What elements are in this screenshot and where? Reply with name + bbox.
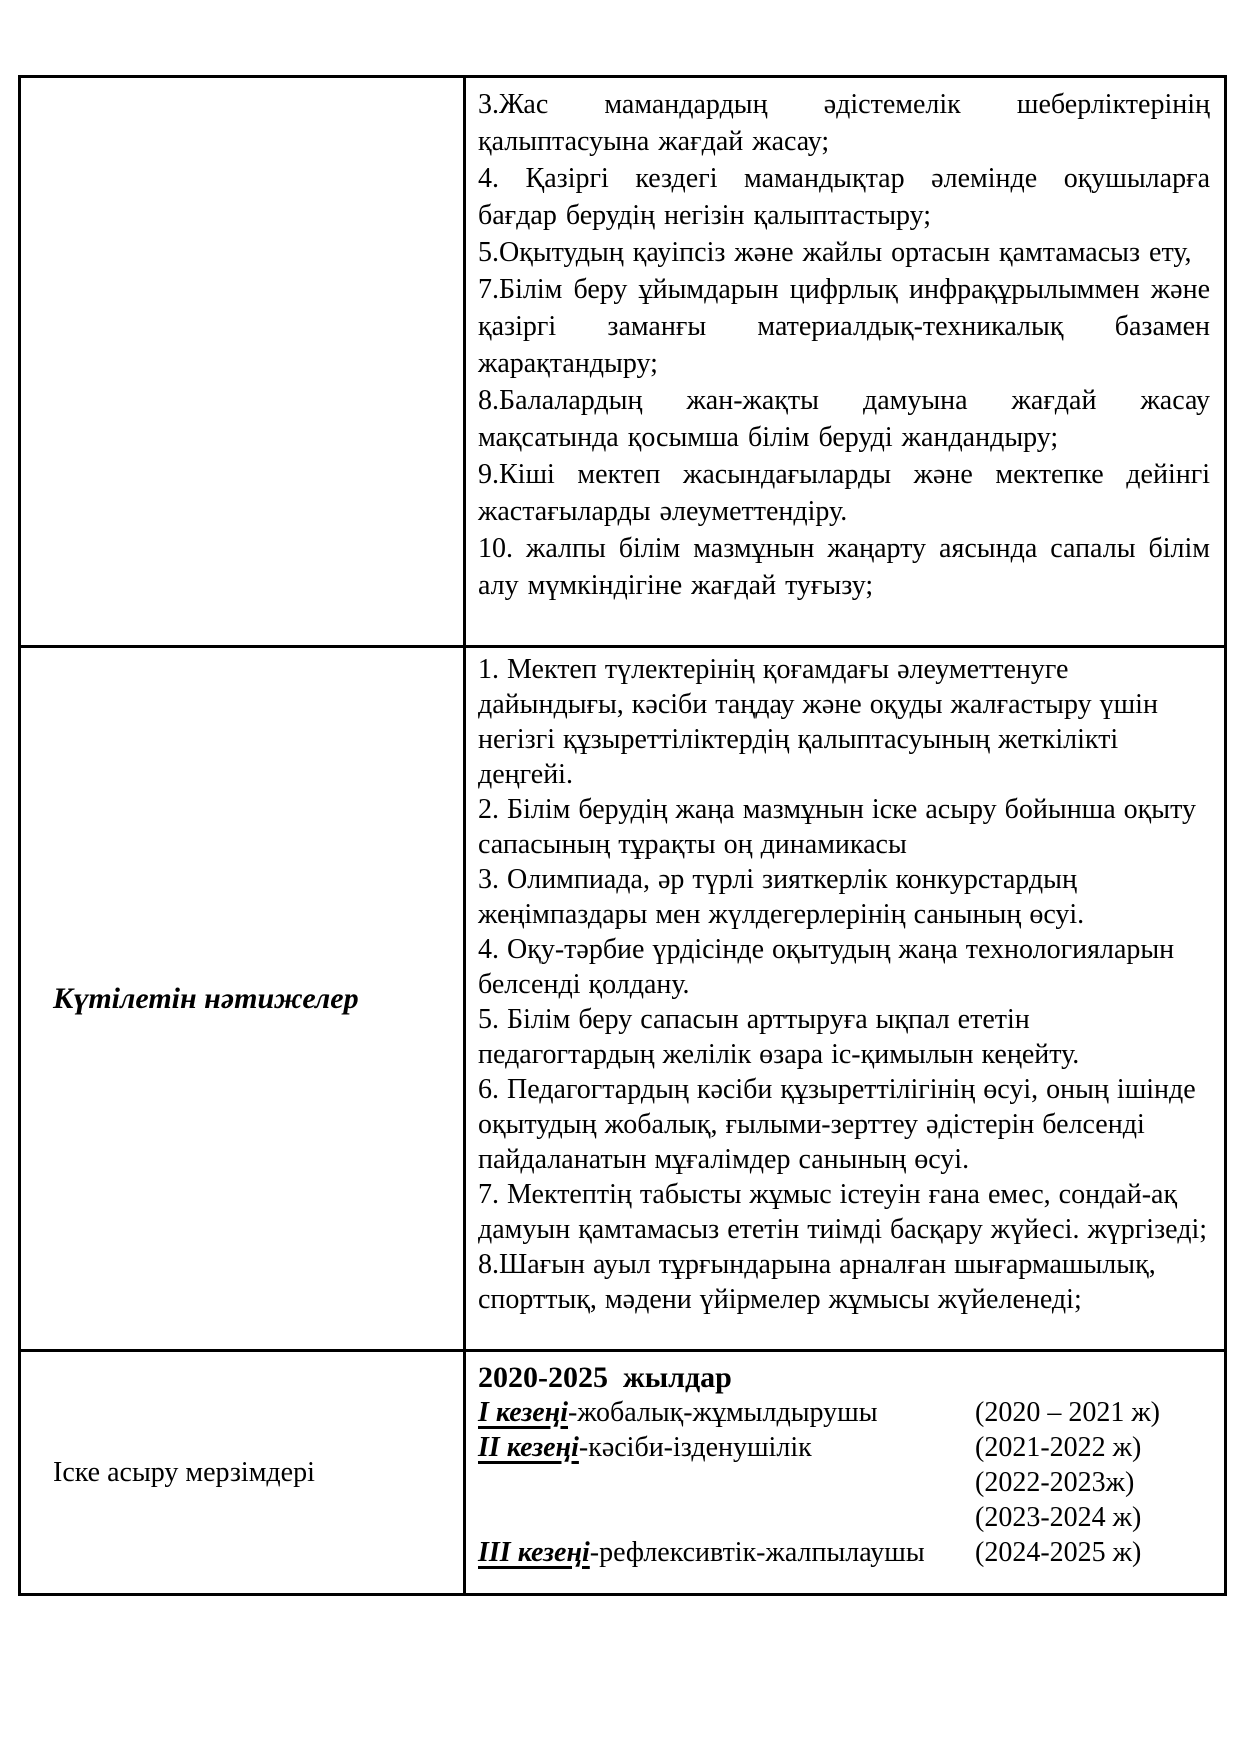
stage-year: (2022-2023ж) [975, 1467, 1135, 1498]
goals-label-cell [21, 78, 466, 645]
stage-line [478, 1430, 1210, 1465]
stage-year: (2024-2025 ж) [975, 1537, 1142, 1568]
stage-description: -кәсіби-ізденушілік [578, 1432, 812, 1463]
result-paragraph: 4. Оқу-тәрбие үрдісінде оқытудың жаңа технологияларын белсенді қолдану. [478, 934, 1175, 1000]
goal-paragraph: 8.Балалардың жан-жақты дамуына жағдай жасау мақсатында қосымша білім беруді жандандыру; [478, 385, 1210, 453]
goal-paragraph: 4. Қазіргі кездегі мамандықтар әлемінде оқушыларға бағдар берудің негізін қалыптастыру; [478, 163, 1210, 231]
table-row-expected-results [21, 645, 1224, 1349]
goal-paragraph: 7.Білім беру ұйымдарын цифрлық инфрақұрылыммен және қазіргі заманғы материалдық-техникалық базамен жарақтандыру; [478, 274, 1210, 379]
stage-name: І кезеңі [478, 1397, 568, 1428]
stage-year: (2023-2024 ж) [975, 1502, 1142, 1533]
goal-paragraph: 5.Оқытудың қауіпсіз және жайлы ортасын қамтамасыз ету, [478, 237, 1192, 268]
result-paragraph: 8.Шағын ауыл тұрғындарына арналған шығармашылық, спорттық, мәдени үйірмелер жұмысы жүйеленеді; [478, 1249, 1156, 1315]
goal-paragraph: 9.Кіші мектеп жасындағыларды және мектепке дейінгі жастағыларды әлеуметтендіру. [478, 459, 1210, 527]
stage-year: (2021-2022 ж) [975, 1432, 1142, 1463]
result-paragraph: 1. Мектеп түлектерінің қоғамдағы әлеуметтенуге дайындығы, кәсіби таңдау және оқуды жалғастыру үшін негізгі құзыреттіліктердің қалыптасуының жеткілікті деңгейі. [478, 654, 1158, 790]
result-paragraph: 3. Олимпиада, әр түрлі зияткерлік конкурстардың жеңімпаздары мен жүлдегерлерінің санының өсуі. [478, 864, 1085, 930]
program-table [18, 75, 1227, 1596]
goal-paragraph: 3.Жас мамандардың әдістемелік шеберліктерінің қалыптасуына жағдай жасау; [478, 89, 1210, 157]
expected-results-label-cell [21, 648, 466, 1349]
table-row-implementation-periods [21, 1349, 1224, 1593]
stage-description: -рефлексивтік-жалпылаушы [589, 1537, 925, 1568]
expected-results-label: Күтілетін нәтижелер [53, 981, 359, 1015]
stage-list [478, 1395, 1210, 1570]
expected-results-content-cell [466, 648, 1224, 1349]
result-paragraph: 7. Мектептің табысты жұмыс істеуін ғана емес, сондай-ақ дамуын қамтамасыз ететін тиімді басқару жүйесі. жүргізеді; [478, 1179, 1207, 1245]
result-paragraph: 2. Білім берудің жаңа мазмұнын іске асыру бойынша оқыту сапасының тұрақты оң динамикасы [478, 794, 1196, 860]
goals-content-cell [466, 78, 1224, 645]
stage-name: ІІІ кезеңі [478, 1537, 590, 1568]
goal-paragraph: 10. жалпы білім мазмұнын жаңарту аясында сапалы білім алу мүмкіндігіне жағдай туғызу; [478, 533, 1210, 601]
stage-line [478, 1395, 1210, 1430]
stage-description: -жобалық-жұмылдырушы [568, 1397, 878, 1428]
implementation-label-cell [21, 1352, 466, 1593]
result-paragraph: 5. Білім беру сапасын арттыруға ықпал ететін педагогтардың желілік өзара іс-қимылын кеңейту. [478, 1004, 1080, 1070]
result-paragraph: 6. Педагогтардың кәсіби құзыреттілігінің өсуі, оның ішінде оқытудың жобалық, ғылыми-зерттеу әдістерін белсенді пайдаланатын мұғалімдер санының өсуі. [478, 1074, 1196, 1175]
stage-line [478, 1500, 1210, 1535]
period-title: 2020-2025 жылдар [478, 1361, 732, 1394]
implementation-content-cell [466, 1352, 1224, 1593]
table-row-goals [21, 78, 1224, 645]
stage-line [478, 1535, 1210, 1570]
implementation-label: Іске асыру мерзімдері [53, 1456, 315, 1488]
stage-year: (2020 – 2021 ж) [975, 1397, 1160, 1428]
stage-line [478, 1465, 1210, 1500]
stage-name: ІІ кезеңі [478, 1432, 579, 1463]
